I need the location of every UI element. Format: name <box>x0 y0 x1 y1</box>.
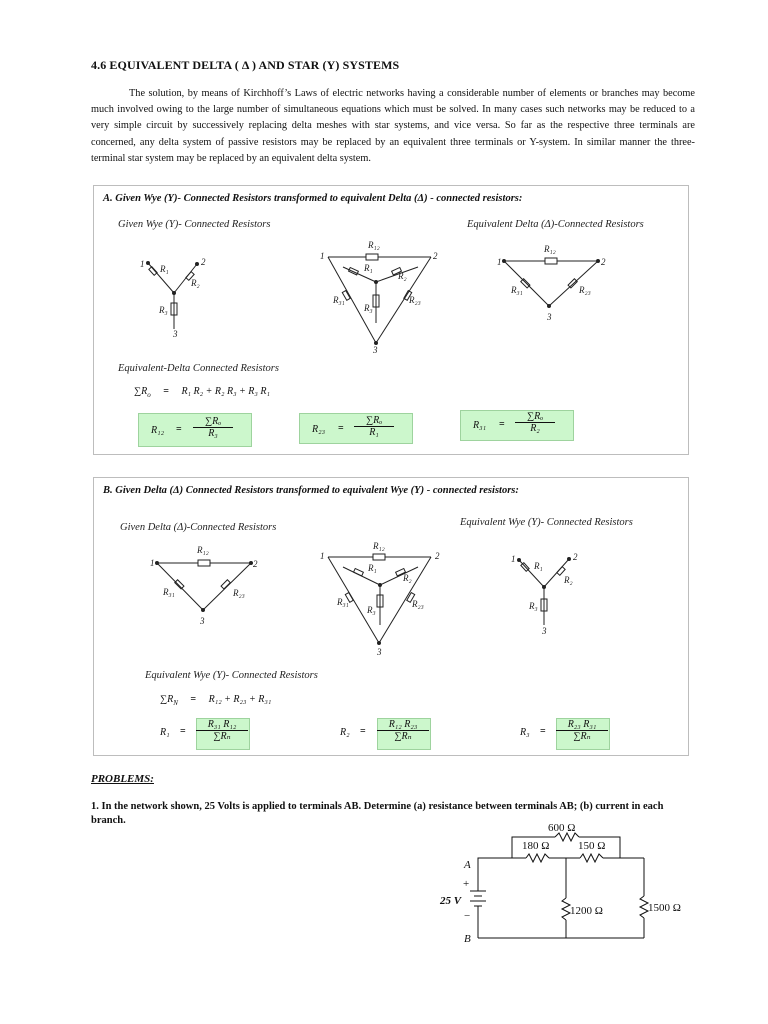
delta-b-r12: R₁₂ <box>197 545 209 555</box>
sum-lhs-a: ∑R <box>134 386 148 397</box>
formula-r2-lhs: R₂ <box>340 727 350 738</box>
box-b-sum-equation: $\sum R_N = R_{12} + R_{23} + R_{31}$ <box>160 694 272 707</box>
wye-b-r1: R₁ <box>534 561 543 571</box>
wye-diagram-a <box>147 262 199 330</box>
delta-a-r12: R₁₂ <box>544 244 556 254</box>
box-b-heading: B. Given Delta (Δ) Connected Resistors transformed to equivalent Wye (Y) - connected resistors: <box>103 485 519 496</box>
formula-r1-num: R₃₁ R₁₂ <box>196 719 248 731</box>
wye-b-node3: 3 <box>542 626 547 636</box>
box-a-heading: A. Given Wye (Y)- Connected Resistors transformed to equivalent Delta (Δ) - connected resistors: <box>103 193 523 204</box>
delta-b-node1: 1 <box>150 558 155 568</box>
problem-1-text: 1. In the network shown, 25 Volts is applied to terminals AB. Determine (a) resistance between terminals AB; (b) current in each branch. <box>91 801 664 826</box>
formula-r1-den: ∑Rₙ <box>213 731 231 742</box>
label-600: 600 Ω <box>548 822 576 834</box>
formula-r23-num: ∑Rₒ <box>354 415 394 427</box>
wye-b-node2: 2 <box>573 552 578 562</box>
wye-a-r2: R₂ <box>191 278 200 288</box>
equiv-wye-label: Equivalent Wye (Y)- Connected Resistors <box>460 517 633 528</box>
formula-r23: R₂₃ = $\frac{\text{∑Rₒ}}{\text{R₁}}$ <box>299 413 413 444</box>
comb-b-r2: R₂ <box>403 573 412 583</box>
label-1200: 1200 Ω <box>570 905 603 917</box>
delta-a-r23: R₂₃ <box>579 285 591 295</box>
formula-r3-den: ∑Rₙ <box>573 731 591 742</box>
given-wye-label: Given Wye (Y)- Connected Resistors <box>118 219 271 230</box>
formula-r2 <box>377 719 429 742</box>
delta-a-r31: R₃₁ <box>511 285 523 295</box>
wye-b-r2: R₂ <box>564 575 573 585</box>
delta-diagram-a <box>503 258 600 308</box>
comb-a-node2: 2 <box>433 251 438 261</box>
resistor-600 <box>555 833 579 841</box>
formula-r1 <box>196 719 248 742</box>
comb-b-r12: R₁₂ <box>373 541 385 551</box>
wye-a-r3: R₃ <box>159 305 168 315</box>
label-180: 180 Ω <box>522 840 550 852</box>
label-150: 150 Ω <box>578 840 606 852</box>
intro-paragraph <box>91 86 695 167</box>
formula-r31-lhs: R₃₁ <box>473 420 487 431</box>
formula-r31-den: R₂ <box>530 423 540 434</box>
formula-r31-num: ∑Rₒ <box>515 411 555 423</box>
formula-r23-lhs: R₂₃ <box>312 424 326 435</box>
formula-r3-num: R₂₃ R₃₁ <box>556 719 608 731</box>
problem-1-circuit <box>430 820 700 950</box>
terminal-a: A <box>464 859 471 871</box>
wye-a-r1: R₁ <box>160 264 169 274</box>
plus-sign: + <box>463 878 470 890</box>
label-1500: 1500 Ω <box>648 902 681 914</box>
sum-rhs-a: R₁ R₂ + R₂ R₃ + R₃ R₁ <box>181 386 270 397</box>
wye-a-node2: 2 <box>201 257 206 267</box>
formula-r12-num: ∑Rₒ <box>193 416 233 428</box>
delta-a-node3: 3 <box>547 312 552 322</box>
formula-r2-den: ∑Rₙ <box>394 731 412 742</box>
section-title: 4.6 EQUIVALENT DELTA ( Δ ) AND STAR (Y) SYSTEMS <box>91 58 400 72</box>
comb-a-r23: R₂₃ <box>409 295 421 305</box>
comb-b-node2: 2 <box>435 551 440 561</box>
wye-b-r3: R₃ <box>529 601 538 611</box>
wye-diagram-b <box>518 558 571 626</box>
minus-sign: − <box>464 910 471 922</box>
formula-r2-num: R₁₂ R₂₃ <box>377 719 429 731</box>
comb-b-r1: R₁ <box>368 563 377 573</box>
sum-lhs-b: ∑R <box>160 694 174 705</box>
formula-r12-den: R₃ <box>208 428 218 439</box>
comb-a-node1: 1 <box>320 251 325 261</box>
comb-b-r23: R₂₃ <box>412 599 424 609</box>
resistor-1500 <box>640 896 648 918</box>
equiv-delta-label: Equivalent Delta (Δ)-Connected Resistors <box>467 219 644 230</box>
resistor-150 <box>580 854 603 862</box>
comb-a-r2: R₂ <box>398 271 407 281</box>
box-b-sublabel: Equivalent Wye (Y)- Connected Resistors <box>145 670 318 681</box>
comb-b-node3: 3 <box>377 647 382 657</box>
formula-r1-lhs: R₁ <box>160 727 170 738</box>
comb-b-r3: R₃ <box>367 605 376 615</box>
wye-a-node3: 3 <box>173 329 178 339</box>
delta-b-node3: 3 <box>200 616 205 626</box>
formula-r31: R₃₁ = $\frac{\text{∑Rₒ}}{\text{R₂}}$ <box>460 410 574 441</box>
formula-r12: R₁₂ = $\frac{\text{∑Rₒ}}{\text{R₃}}$ <box>138 413 252 447</box>
intro-text: The solution, by means of Kirchhoff’s Laws of electric networks having a considerable number of elements or branches may become much involved owing to the large number of simultaneous equations which must be solved. In many cases such networks may be reduced to a very simple circuit by successively replacing delta meshes with star systems, and vice versa. So far as the respective three terminals are concerned, any delta system of passive resistors may be replaced by an equivalent three terminals or Y-system. In similar manner the three-terminal star system may be replaced by an equivalent delta system. <box>91 88 695 164</box>
sum-rhs-b: R₁₂ + R₂₃ + R₃₁ <box>208 694 272 705</box>
comb-a-r12: R₁₂ <box>368 240 380 250</box>
problems-heading: PROBLEMS: <box>91 773 154 785</box>
comb-a-node3: 3 <box>373 345 378 355</box>
formula-r23-den: R₁ <box>369 427 379 438</box>
formula-r3-lhs: R₃ <box>520 727 530 738</box>
delta-b-r23: R₂₃ <box>233 588 245 598</box>
comb-b-node1: 1 <box>320 551 325 561</box>
box-b-diagrams <box>93 477 687 754</box>
box-a-sum-equation: $\sum R_o = R_1$ R₂ + R₂ R₃ + R₃ R₁ <box>134 386 270 399</box>
resistor-180 <box>526 854 549 862</box>
sum-sub-a: o <box>147 391 151 399</box>
terminal-b: B <box>464 933 471 945</box>
label-source: 25 V <box>440 895 462 907</box>
delta-a-node1: 1 <box>497 257 502 267</box>
sum-sub-b: N <box>173 699 178 707</box>
comb-a-r3: R₃ <box>364 303 373 313</box>
formula-r3 <box>556 719 608 742</box>
comb-b-r31: R₃₁ <box>337 597 349 607</box>
box-a-sublabel: Equivalent-Delta Connected Resistors <box>118 363 279 374</box>
comb-a-r1: R₁ <box>364 263 373 273</box>
formula-r12-lhs: R₁₂ <box>151 425 165 436</box>
wye-b-node1: 1 <box>511 554 516 564</box>
given-delta-label: Given Delta (Δ)-Connected Resistors <box>120 522 277 533</box>
delta-b-r31: R₃₁ <box>163 587 175 597</box>
delta-b-node2: 2 <box>253 559 258 569</box>
comb-a-r31: R₃₁ <box>333 295 345 305</box>
resistor-1200 <box>562 898 570 920</box>
delta-a-node2: 2 <box>601 257 606 267</box>
wye-a-node1: 1 <box>140 259 145 269</box>
delta-diagram-b <box>156 560 253 612</box>
